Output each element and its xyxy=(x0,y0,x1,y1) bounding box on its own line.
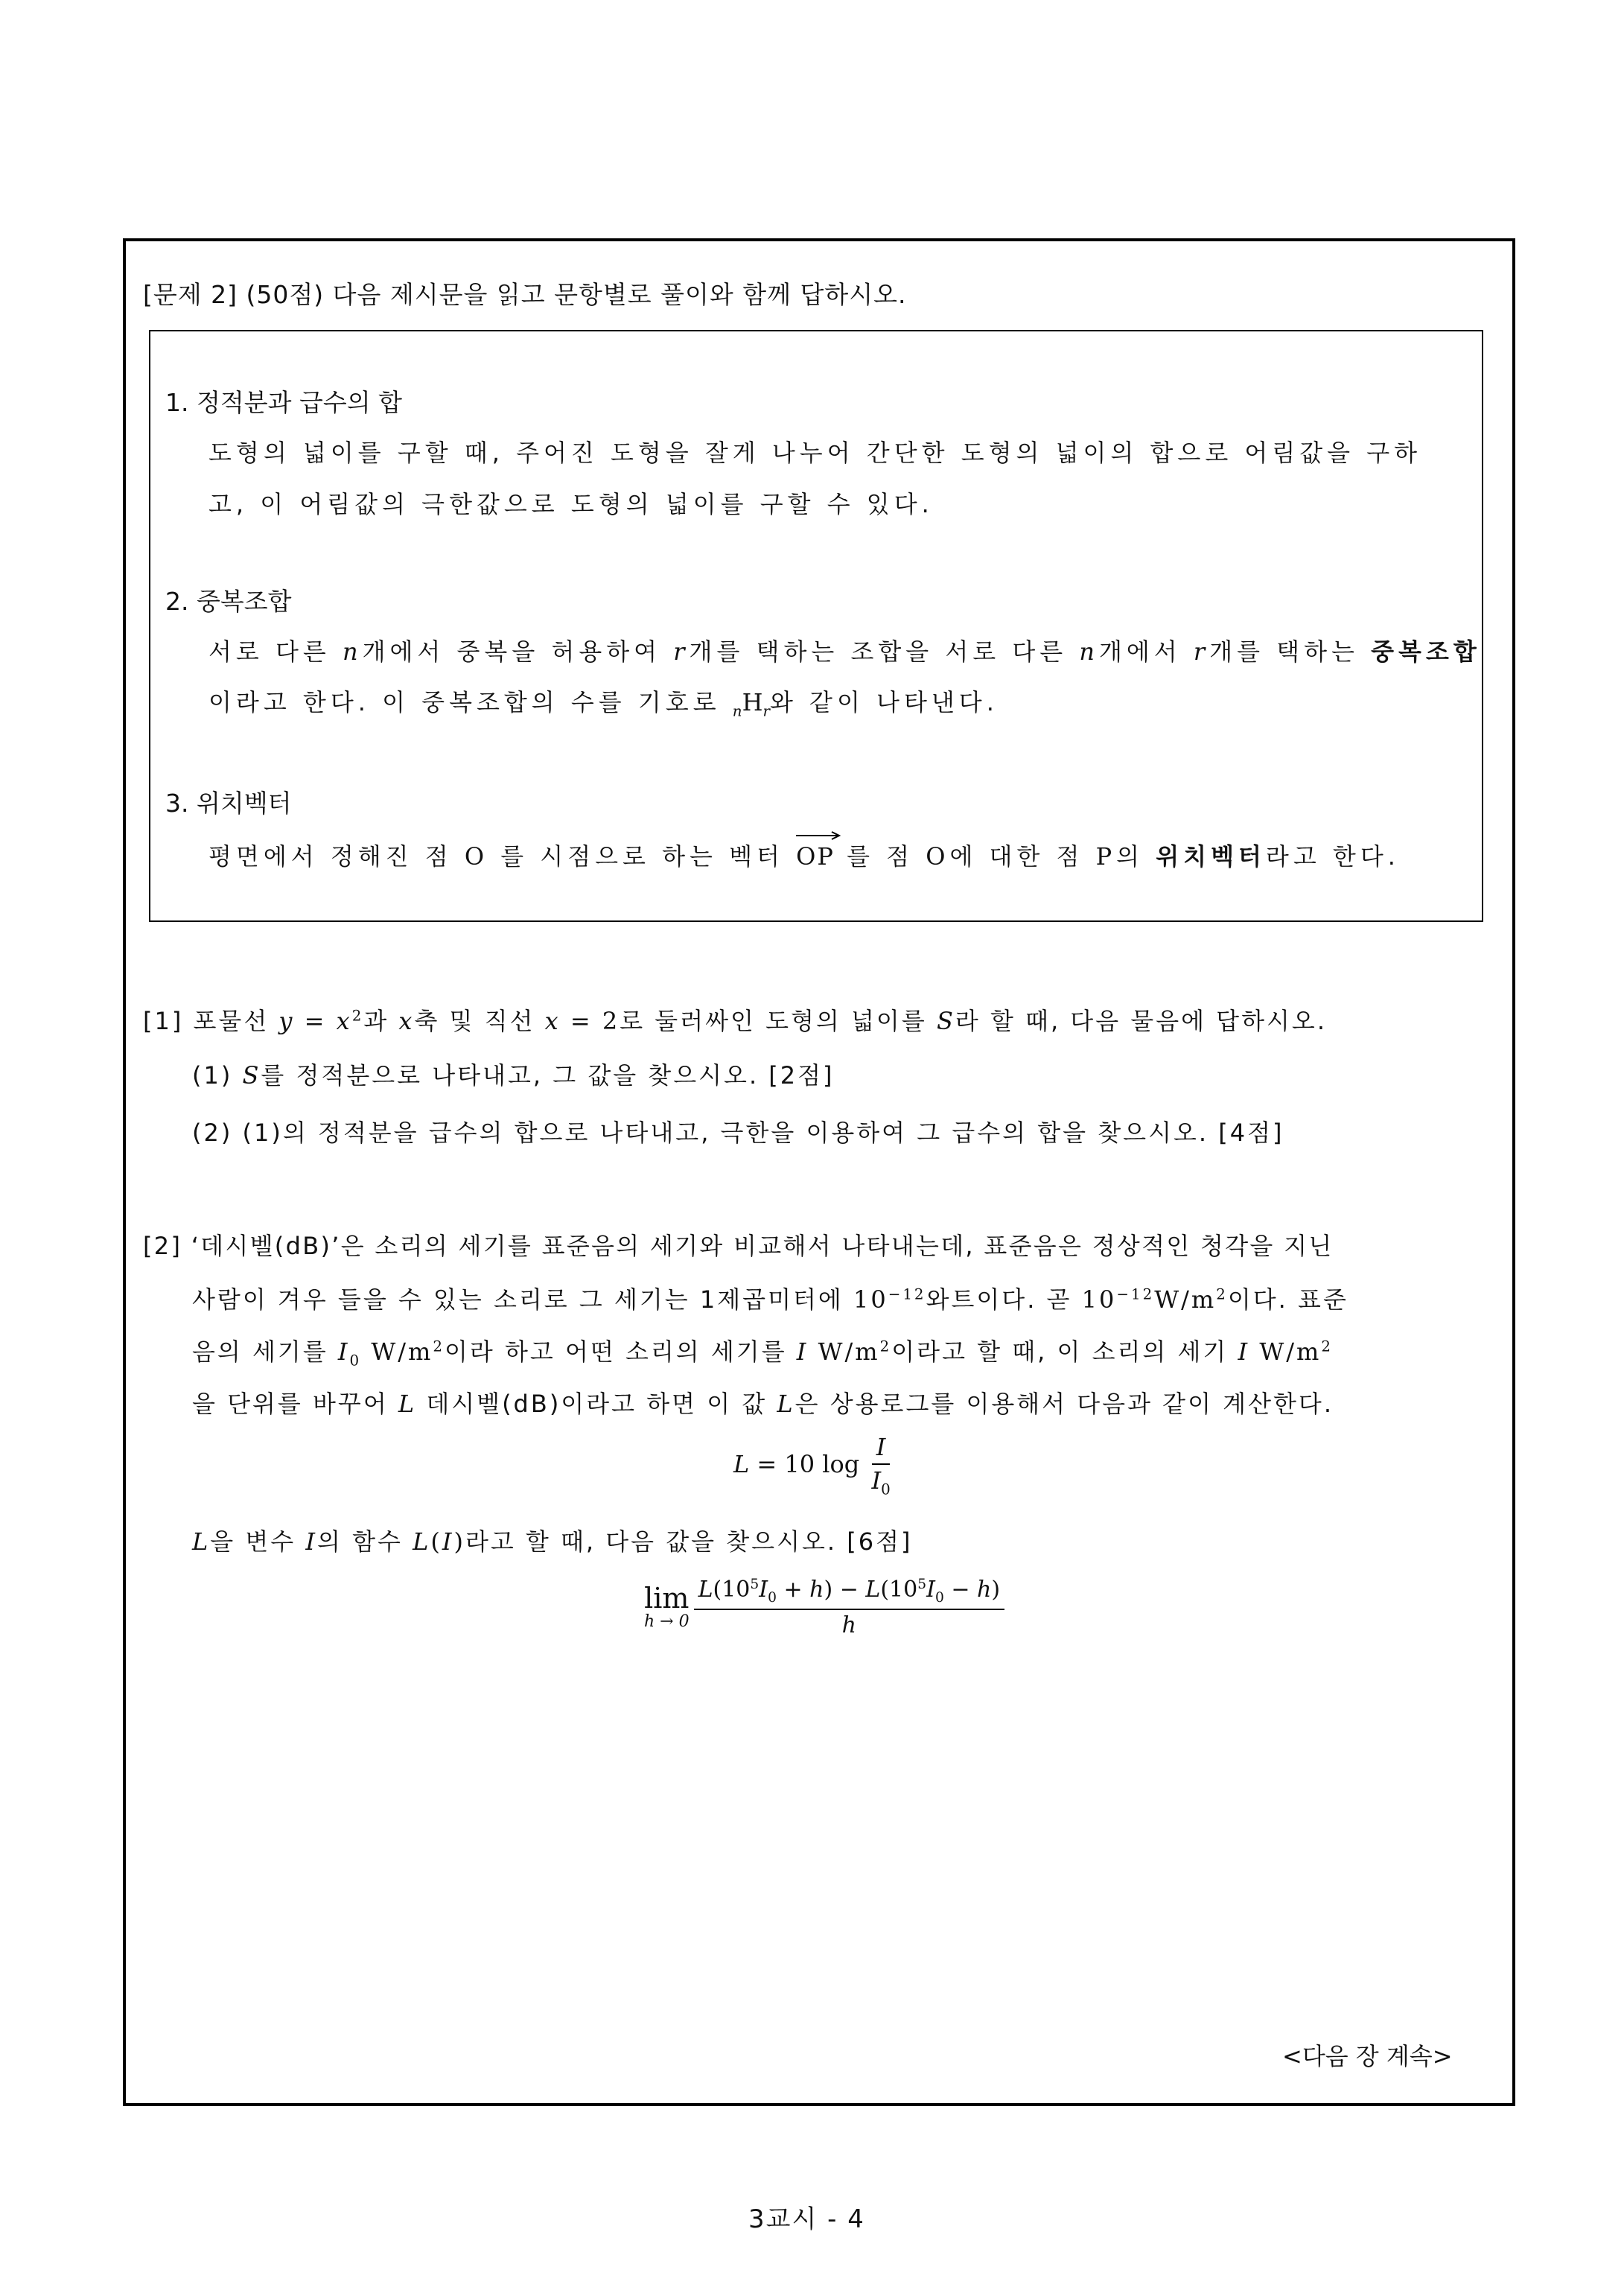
question-2-line-4: 을 단위를 바꾸어 L 데시벨(dB)이라고 하면 이 값 L은 상용로그를 이용해서 다음과 같이 계산한다. xyxy=(192,1390,1334,1418)
term-position-vector: 위치벡터 xyxy=(1156,842,1266,871)
definition-1-line-1: 도형의 넓이를 구할 때, 주어진 도형을 잘게 나누어 간단한 도형의 넓이의 합으로 어림값을 구하 xyxy=(208,439,1422,467)
question-1: [1] 포물선 $y = x^2$과 x축 및 직선 x = 2로 둘러싸인 도형의 넓이를 S라 할 때, 다음 물음에 답하시오. xyxy=(143,1007,1328,1035)
term-combination-with-repetition: 중복조합 xyxy=(1371,637,1481,666)
definition-2-line-1: 서로 다른 n개에서 중복을 허용하여 r개를 택하는 조합을 서로 다른 n개에서 r개를 택하는 중복조합 xyxy=(208,637,1481,666)
definition-1-line-2: 고, 이 어림값의 극한값으로 도형의 넓이를 구할 수 있다. xyxy=(208,490,934,518)
definition-2-title: 2. 중복조합 xyxy=(165,587,292,616)
definition-2-line-2: 이라고 한다. 이 중복조합의 수를 기호로 $_nH_r$와 같이 나타낸다. xyxy=(208,688,999,720)
definition-1-title: 1. 정적분과 급수의 합 xyxy=(165,388,402,417)
question-2-line-3: 음의 세기를 $I_0$ $W/m^2$이라 하고 어떤 소리의 세기를 I $W/m^2$이라고 할 때, 이 소리의 세기 I $W/m^2$ xyxy=(192,1338,1333,1370)
problem-header: [문제 2] (50점) 다음 제시문을 읽고 문항별로 풀이와 함께 답하시오. xyxy=(143,280,907,309)
decibel-formula: L = 10 log $\frac{I}{I_0}$ xyxy=(733,1433,891,1498)
question-2-line-2: 사람이 겨우 들을 수 있는 소리로 그 세기는 1제곱미터에 $10^{-12}$와트이다. 곧 $10^{-12}W/m^2$이다. 표준 xyxy=(192,1285,1348,1314)
definition-3-title: 3. 위치벡터 xyxy=(165,789,292,818)
definition-3-line-1: 평면에서 정해진 점 O 를 시점으로 하는 벡터 OP 를 점 O에 대한 점 P의 위치벡터라고 한다. xyxy=(208,838,1400,872)
question-2-line-1: [2] ‘데시벨(dB)’은 소리의 세기를 표준음의 세기와 비교해서 나타내는데, 표준음은 정상적인 청각을 지닌 xyxy=(143,1232,1334,1260)
question-1-sub-1: (1) S를 정적분으로 나타내고, 그 값을 찾으시오. [2점] xyxy=(192,1061,835,1090)
continued-note: <다음 장 계속> xyxy=(1282,2042,1453,2070)
limit-expression: lim h → 0 $\frac{L(10^5I_0 + h) - L(10^5I_0 - h)}{h}$ xyxy=(644,1577,1004,1638)
question-2-line-5: L을 변수 I의 함수 L(I)라고 할 때, 다음 값을 찾으시오. [6점] xyxy=(192,1527,913,1556)
page-number: 3교시 - 4 xyxy=(748,2204,865,2234)
question-1-sub-2: (2) (1)의 정적분을 급수의 합으로 나타내고, 극한을 이용하여 그 급수의 합을 찾으시오. [4점] xyxy=(192,1119,1284,1147)
